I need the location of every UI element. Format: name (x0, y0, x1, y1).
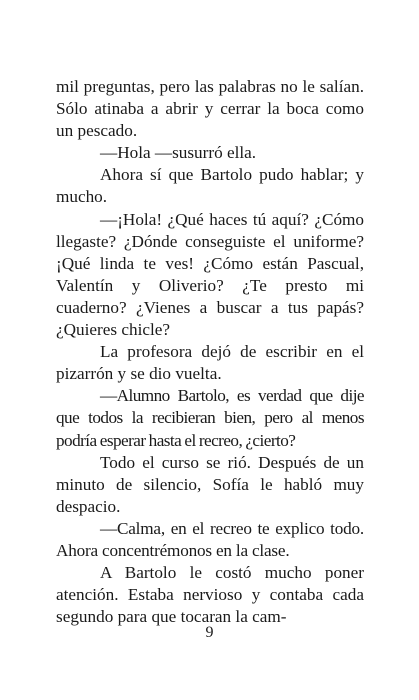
paragraph-1: mil preguntas, pero las palabras no le salían. Sólo atinaba a abrir y cerrar la boca como un pescado. (56, 77, 364, 141)
paragraph-3: Ahora sí que Bartolo pudo hablar; y mucho. (56, 165, 364, 207)
paragraph-2: —Hola —susurró ella. (100, 143, 257, 163)
page-number: 9 (205, 624, 214, 641)
paragraph-9: A Bartolo le costó mucho poner atención. Estaba nervioso y contaba cada segundo para que tocaran la cam- (56, 563, 364, 627)
paragraph-5: La profesora dejó de escribir en el pizarrón y se dio vuelta. (56, 342, 364, 384)
paragraph-4: —¡Hola! ¿Qué haces tú aquí? ¿Cómo llegaste? ¿Dónde conseguiste el uniforme? ¡Qué linda te ves! ¿Cómo están Pascual, Valentín y Oliverio? ¿Te presto mi cuaderno? ¿Vienes a buscar a tus papás? ¿Quieres chicle? (56, 209, 364, 340)
paragraph-6: —Alumno Bartolo, es verdad que dije que todos la recibieran bien, pero al menos podría esperar hasta el recreo, ¿cierto? (56, 386, 364, 450)
paragraph-7: Todo el curso se rió. Después de un minuto de silencio, Sofía le habló muy despacio. (56, 452, 364, 516)
paragraph-8: —Calma, en el recreo te explico todo. Ahora concentrémonos en la clase. (56, 518, 364, 560)
body-text (56, 76, 364, 628)
